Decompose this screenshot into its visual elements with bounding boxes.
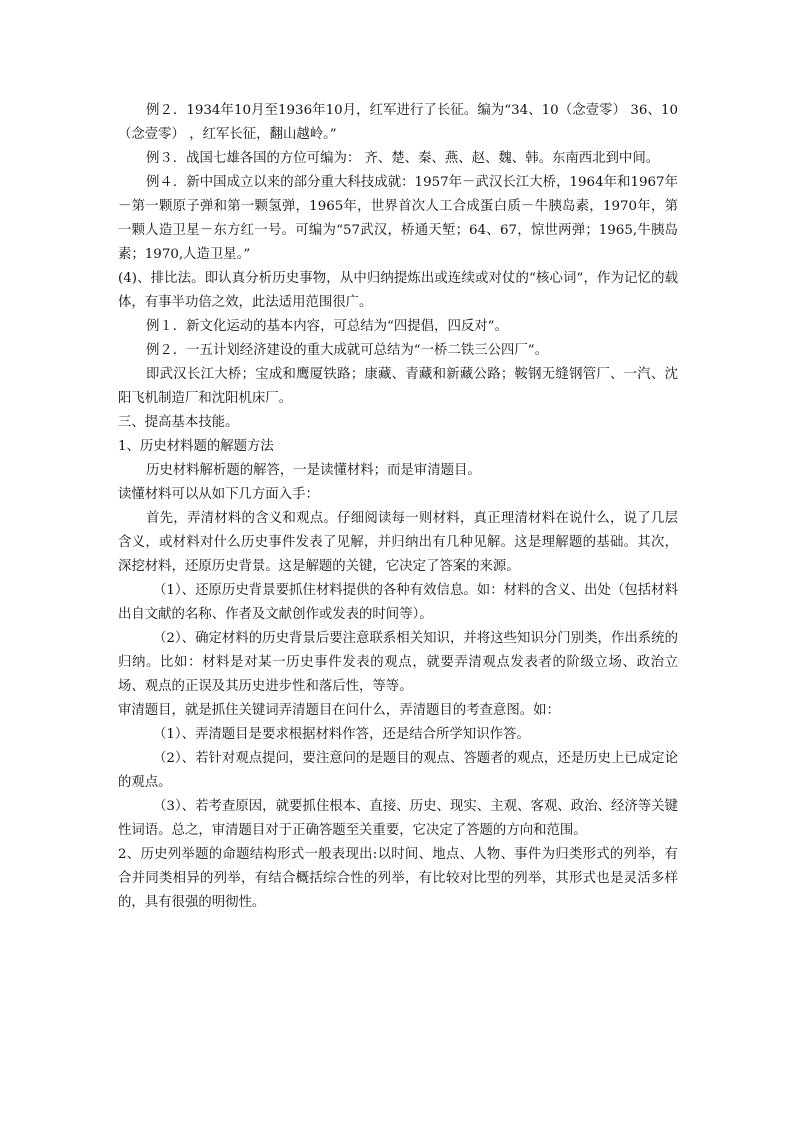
subheading-material-questions: 1、历史材料题的解题方法: [118, 439, 274, 454]
paragraph-review-question: 审清题目，就是抓住关键词弄清题目在问什么，弄清题目的考查意图。如：: [118, 703, 560, 718]
paragraph-parallel-method: (4)、排比法。即认真分析历史事物，从中归纳提炼出或连续或对仗的“核心词”，作为记忆的载体，有事半功倍之效，此法适用范围很广。: [118, 271, 678, 310]
paragraph-restore-background: （1）、还原历史背景要抓住材料提供的各种有效信息。如：材料的含义、出处（包括材料出自文献的名称、作者及文献创作或发表的时间等）。: [118, 583, 678, 622]
paragraph-example-2-five-year-plan: 例２．一五计划经济建设的重大成就可总结为“一桥二铁三公四厂”。: [146, 343, 549, 358]
paragraph-five-year-plan-detail: 即武汉长江大桥；宝成和鹰厦铁路；康藏、青藏和新藏公路；鞍钢无缝钢管厂、一汽、沈阳飞机制造厂和沈阳机床厂。: [118, 367, 678, 406]
paragraph-reading-material: 读懂材料可以从如下几方面入手：: [118, 487, 319, 502]
subheading-listing-questions: 2、历史列举题的命题结构形式一般表现出:以时间、地点、人物、事件为归类形式的列举，有合并同类相异的列举，有结合概括综合性的列举，有比较对比型的列举，其形式也是灵活多样的，具有很强的明彻性。: [118, 847, 678, 910]
paragraph-question-point-1: （1）、弄清题目是要求根据材料作答，还是结合所学知识作答。: [153, 727, 530, 742]
paragraph-example-4-achievements: 例４．新中国成立以来的部分重大科技成就：1957年－武汉长江大桥，1964年和1967年－第一颗原子弹和第一颗氢弹，1965年，世界首次人工合成蛋白质－牛胰岛素，1970年，第一颗人造卫星－东方红一号。可编为“57武汉，桥通天堑；64、67，惊世两弹；1965,牛胰岛素；1970,人造卫星。”: [118, 175, 678, 262]
paragraph-connect-knowledge: （2）、确定材料的历史背景后要注意联系相关知识，并将这些知识分门别类，作出系统的归纳。比如：材料是对某一历史事件发表的观点，就要弄清观点发表者的阶级立场、政治立场、观点的正误及其历史进步性和落后性，等等。: [118, 631, 678, 694]
paragraph-first-understand: 首先，弄清材料的含义和观点。仔细阅读每一则材料，真正理清材料在说什么，说了几层含义，或材料对什么历史事件发表了见解，并归纳出有几种见解。这是理解题的基础。其次，深挖材料，还原历史背景。这是解题的关键，它决定了答案的来源。: [118, 511, 678, 574]
paragraph-question-point-2: （2）、若针对观点提问，要注意问的是题目的观点、答题者的观点，还是历史上已成定论的观点。: [118, 751, 678, 790]
section-heading-basic-skills: 三、提高基本技能。: [118, 415, 239, 430]
paragraph-question-point-3: （3）、若考查原因，就要抓住根本、直接、历史、现实、主观、客观、政治、经济等关键性词语。总之，审清题目对于正确答题至关重要，它决定了答题的方向和范围。: [118, 799, 678, 838]
paragraph-example-1-new-culture: 例１．新文化运动的基本内容，可总结为“四提倡，四反对”。: [146, 319, 508, 334]
document-page: [118, 99, 678, 915]
paragraph-example-3-seven-states: 例３．战国七雄各国的方位可编为： 齐、楚、秦、燕、赵、魏、韩。东南西北到中间。: [146, 151, 660, 166]
paragraph-example-2-long-march: 例２．1934年10月至1936年10月，红军进行了长征。编为“34、10（念壹零） 36、10（念壹零） ，红军长征，翻山越岭。”: [118, 103, 678, 142]
paragraph-material-intro: 历史材料解析题的解答，一是读懂材料；而是审清题目。: [146, 463, 481, 478]
